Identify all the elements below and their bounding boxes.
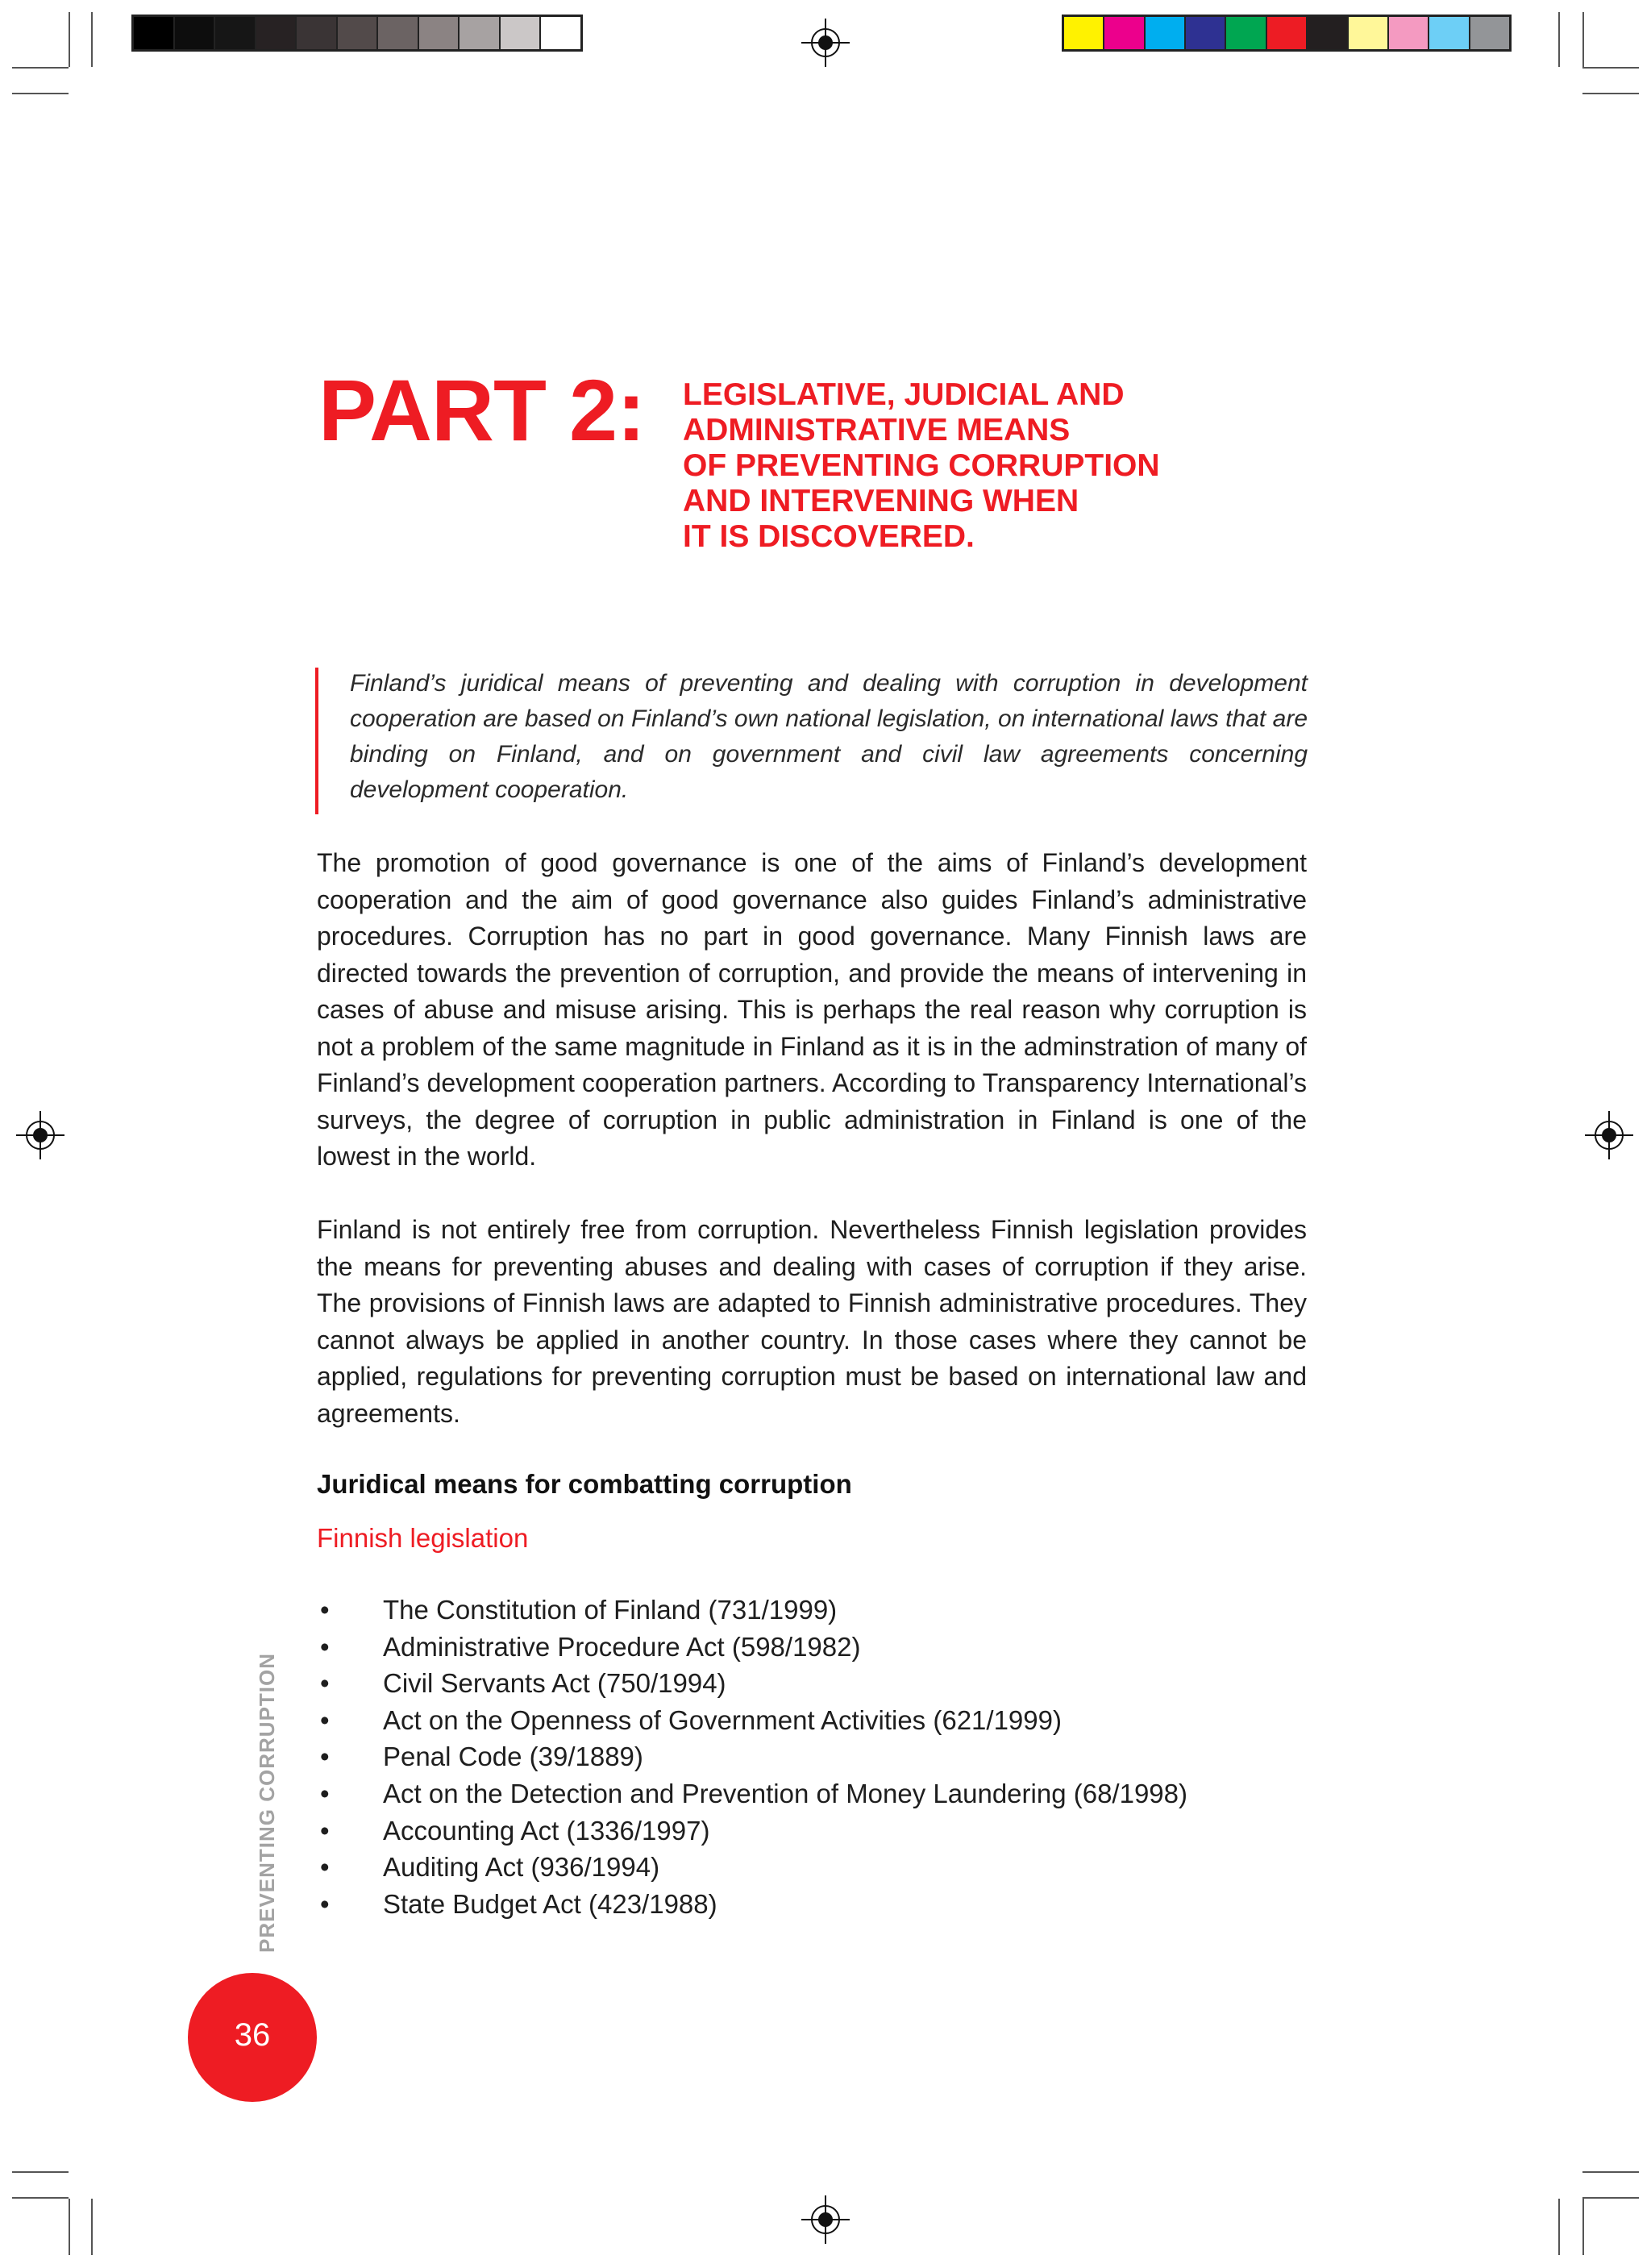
- law-title: Act on the Openness of Government Activities (621/1999): [383, 1704, 1062, 1735]
- crop-mark: [1582, 2197, 1639, 2199]
- color-swatch: [1146, 17, 1186, 49]
- part-subtitle: [683, 377, 1247, 555]
- color-swatch: [1349, 17, 1389, 49]
- law-list: [317, 1592, 1187, 1922]
- color-swatch: [460, 17, 501, 49]
- color-swatch: [1104, 17, 1145, 49]
- color-swatch: [1226, 17, 1266, 49]
- color-swatch: [378, 17, 419, 49]
- registration-target-icon: [801, 19, 850, 67]
- crop-mark: [1558, 2199, 1560, 2255]
- crop-mark: [91, 2199, 93, 2255]
- color-swatch: [1186, 17, 1226, 49]
- side-section-label: PREVENTING CORRUPTION: [255, 1652, 279, 1953]
- crop-mark: [1582, 12, 1584, 67]
- law-list-item: [317, 1849, 1187, 1886]
- color-swatch: [1267, 17, 1308, 49]
- crop-mark: [69, 12, 70, 67]
- registration-target-icon: [16, 1111, 64, 1159]
- color-swatch: [541, 17, 580, 49]
- law-title: The Constitution of Finland (731/1999): [383, 1595, 838, 1625]
- part-subtitle-line: AND INTERVENING WHEN: [683, 484, 1079, 518]
- part-subtitle-line: LEGISLATIVE, JUDICIAL AND: [683, 377, 1125, 412]
- color-swatch: [175, 17, 216, 49]
- intro-accent-rule: [315, 668, 318, 814]
- crop-mark: [12, 67, 69, 69]
- bullet-icon: •: [320, 1742, 330, 1772]
- crop-mark: [12, 93, 69, 94]
- color-swatch: [501, 17, 542, 49]
- subsection-heading: Finnish legislation: [317, 1523, 529, 1553]
- grayscale-color-bar: [131, 15, 583, 52]
- law-list-item: [317, 1629, 1187, 1666]
- color-swatch: [1308, 17, 1348, 49]
- registration-target-icon: [801, 2195, 850, 2244]
- law-list-item: [317, 1665, 1187, 1702]
- part-title: PART 2:: [318, 361, 646, 459]
- body-paragraph: The promotion of good governance is one of the aims of Finland’s development cooperation and the aim of good governance also guides Finland’s administrative procedures. Corruption has no part in good governance. Many Finnish laws are directed towards the prevention of corruption, and provide the means of intervening in cases of abuse and misuse arising. This is perhaps the real reason why corruption is not a problem of the same magnitude in Finland as it is in the adminstration of many of Finland’s development cooperation partners. According to Transparency International’s surveys, the degree of corruption in public administration in Finland is one of the lowest in the world.: [317, 848, 1307, 1171]
- color-swatch: [419, 17, 460, 49]
- bullet-icon: •: [320, 1778, 330, 1808]
- crop-mark: [69, 2199, 70, 2255]
- law-title: Civil Servants Act (750/1994): [383, 1668, 726, 1699]
- bullet-icon: •: [320, 1852, 330, 1883]
- part-subtitle-line: ADMINISTRATIVE MEANS: [683, 413, 1071, 447]
- intro-paragraph: Finland’s juridical means of preventing and dealing with corruption in development cooperation are based on Finland’s own national legislation, on international laws that are binding on Finland, and on government and civil law agreements concerning development cooperation.: [350, 670, 1308, 803]
- color-swatch: [1429, 17, 1470, 49]
- law-list-item: [317, 1738, 1187, 1775]
- color-swatch: [297, 17, 338, 49]
- color-swatch: [256, 17, 297, 49]
- registration-target-icon: [1585, 1111, 1633, 1159]
- part-subtitle-line: OF PREVENTING CORRUPTION: [683, 448, 1160, 483]
- section-heading: Juridical means for combatting corruption: [317, 1469, 852, 1499]
- law-list-item: [317, 1775, 1187, 1812]
- crop-mark: [91, 12, 93, 67]
- law-list-item: [317, 1886, 1187, 1923]
- law-list-item: [317, 1592, 1187, 1629]
- law-title: State Budget Act (423/1988): [383, 1888, 717, 1919]
- crop-mark: [1558, 12, 1560, 67]
- bullet-icon: •: [320, 1704, 330, 1735]
- crop-mark: [1582, 93, 1639, 94]
- process-color-bar: [1062, 15, 1512, 52]
- bullet-icon: •: [320, 1815, 330, 1846]
- color-swatch: [1470, 17, 1509, 49]
- color-swatch: [134, 17, 175, 49]
- bullet-icon: •: [320, 1668, 330, 1699]
- crop-mark: [1582, 2171, 1639, 2173]
- body-paragraph: Finland is not entirely free from corruption. Nevertheless Finnish legislation provides the means for preventing abuses and dealing with cases of corruption if they arise. The provisions of Finnish laws are adapted to Finnish administrative procedures. They cannot always be applied in another country. In those cases where they cannot be applied, regulations for preventing corruption must be based on international law and agreements.: [317, 1215, 1307, 1428]
- crop-mark: [12, 2171, 69, 2173]
- bullet-icon: •: [320, 1631, 330, 1662]
- color-swatch: [338, 17, 379, 49]
- bullet-icon: •: [320, 1595, 330, 1625]
- part-subtitle-line: IT IS DISCOVERED.: [683, 519, 975, 554]
- crop-mark: [12, 2197, 69, 2199]
- color-swatch: [1064, 17, 1104, 49]
- crop-mark: [1582, 67, 1639, 69]
- law-list-item: [317, 1812, 1187, 1850]
- law-title: Penal Code (39/1889): [383, 1742, 643, 1772]
- law-title: Auditing Act (936/1994): [383, 1852, 660, 1883]
- law-title: Accounting Act (1336/1997): [383, 1815, 710, 1846]
- color-swatch: [215, 17, 256, 49]
- page-number: 36: [234, 2017, 271, 2053]
- bullet-icon: •: [320, 1888, 330, 1919]
- crop-mark: [1582, 2199, 1584, 2255]
- law-title: Act on the Detection and Prevention of Money Laundering (68/1998): [383, 1778, 1187, 1808]
- color-swatch: [1389, 17, 1429, 49]
- law-title: Administrative Procedure Act (598/1982): [383, 1631, 861, 1662]
- law-list-item: [317, 1702, 1187, 1739]
